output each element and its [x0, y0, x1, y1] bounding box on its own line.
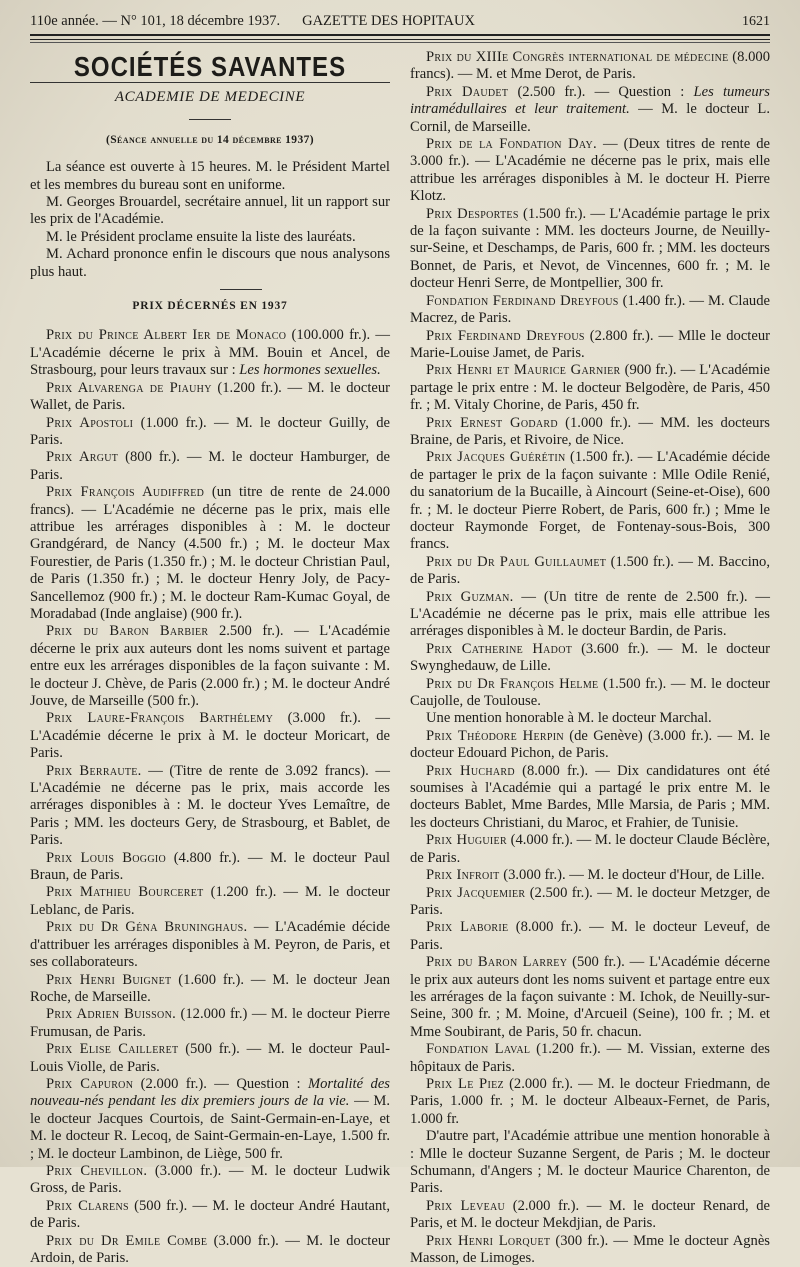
- prize-text: — L'Académie décide d'attribuer les arrérages disponibles à M. Peyron, de Paris, et ses collaborateurs.: [30, 919, 390, 971]
- prize-name: Prix Leveau: [426, 1197, 506, 1214]
- prize-name: Prix Alvarenga de Piauhy: [46, 379, 212, 396]
- prize-text: Une mention honorable à M. le docteur Marchal.: [426, 710, 712, 727]
- prize-entry: [30, 710, 390, 762]
- prize-text: (2.000 fr.). — Question :: [133, 1075, 308, 1092]
- prize-entry: [410, 362, 770, 414]
- prize-text: (2.500 fr.). — Question :: [508, 83, 694, 100]
- left-prize-list: [30, 327, 390, 1267]
- columns: [30, 49, 770, 1267]
- prize-name: Prix Apostoli: [46, 414, 134, 431]
- prize-entry: [30, 763, 390, 850]
- prize-entry: [30, 1041, 390, 1076]
- prize-entry: [30, 380, 390, 415]
- prize-text: (12.000 fr.) — M. le docteur Pierre Frumusan, de Paris.: [30, 1006, 391, 1040]
- header-issue: — N° 101, 18 décembre 1937.: [102, 13, 281, 29]
- short-divider-2: [220, 289, 262, 290]
- prize-entry: [410, 206, 770, 293]
- prize-entry: [30, 1076, 390, 1163]
- short-divider: [189, 119, 231, 120]
- prize-name: Prix Guzman.: [426, 588, 514, 605]
- prize-text: (1.500 fr.). — L'Académie décide de partager le prix de la façon suivante : Mlle Odile Renié, du sanatorium de la Bucaille, à Aincourt (Seine-et-Oise), 600 fr. ; M. le docteur Pierre Robert, de Paris, 600 fr.) ; Mme le docteur Raymonde Forget, de Fontenay-sous-Bois, 300 francs.: [410, 449, 770, 553]
- prize-text: (1.500 fr.). — M. Baccino, de Paris.: [410, 553, 770, 588]
- prize-entry: [410, 919, 770, 954]
- prize-name: Prix Infroit: [426, 867, 500, 884]
- prize-text-2: — M. le docteur Jacques Courtois, de Saint-Germain-en-Laye, et M. le docteur R. Lecoq, de Saint-Germain-en-Laye, 1.500 fr. ; M. le docteur Lambinon, de Liège, 500 fr.: [30, 1093, 390, 1162]
- header-journal: GAZETTE DES HOPITAUX: [302, 13, 475, 29]
- page-header: [30, 10, 770, 34]
- prize-text: (800 fr.). — M. le docteur Hamburger, de Paris.: [30, 449, 390, 483]
- prize-entry: [30, 884, 390, 919]
- prize-name: Prix Adrien Buisson.: [46, 1006, 177, 1023]
- prize-name: Prix Desportes: [426, 205, 519, 222]
- prize-text: (1.200 fr.). — M. le docteur Wallet, de Paris.: [30, 379, 391, 414]
- prize-text: (1.400 fr.). — M. Claude Macrez, de Paris.: [410, 292, 770, 327]
- prize-name: Prix Mathieu Bourceret: [46, 884, 204, 901]
- prize-text: (un titre de rente de 24.000 francs). — L'Académie ne décerne pas le prix, mais elle attribue les arrérages disponibles à : M. le docteur Grandgérard, de Nancy (4.500 fr.) ; M. le docteur Max Fourestier, de Paris (1.350 fr.) ; M. le docteur Christian Paul, de Paris (1.350 fr.) ; M. le docteur Henry Joly, de Pacy-Sancellemoz (900 fr.) ; M. le docteur Ram-Kumac Goyal, de Moradabad (Inde anglaise) (900 fr.).: [30, 484, 390, 622]
- prize-text: (2.000 fr.). — M. le docteur Friedmann, de Paris, 1.000 fr. ; M. le docteur Albeaux-Fernet, de Paris, 1.000 fr.: [410, 1075, 770, 1127]
- prize-title: Les tumeurs intramédullaires et leur traitement.: [410, 83, 770, 118]
- prize-text: (1.600 fr.). — M. le docteur Jean Roche, de Marseille.: [30, 971, 390, 1005]
- prize-title: Mortalité des nouveau-nés pendant les dix premiers jours de la vie.: [30, 1075, 390, 1110]
- prize-entry: [410, 415, 770, 450]
- prize-entry: [410, 1198, 770, 1233]
- prize-entry: [30, 1198, 390, 1233]
- prize-name: Prix du Baron Barbier: [46, 623, 209, 640]
- intro-paragraph: La séance est ouverte à 15 heures. M. le Président Martel et les membres du bureau sont en uniforme.: [30, 159, 390, 193]
- header-year: 110e année.: [30, 13, 99, 29]
- prize-name: Prix du Baron Larrey: [426, 954, 568, 971]
- prize-name: Prix Catherine Hadot: [426, 640, 573, 657]
- intro-paragraph: M. Georges Brouardel, secrétaire annuel, lit un rapport sur les prix de l'Académie.: [30, 194, 390, 228]
- prize-name: Prix Henri Buignet: [46, 971, 172, 988]
- prize-name: Prix Laborie: [426, 919, 509, 936]
- prize-text: — (Titre de rente de 3.092 francs). — L'Académie ne décerne pas le prix, mais accorde les arrérages disponibles à : M. le docteur Yves Lemaître, de Paris ; MM. les docteurs Gery, de Strasbourg, et Bablet, de Paris.: [30, 762, 390, 849]
- intro-paragraph: M. le Président proclame ensuite la liste des lauréats.: [46, 228, 356, 245]
- prize-entry: [410, 885, 770, 920]
- prize-text: (500 fr.). — M. le docteur André Hautant, de Paris.: [30, 1197, 390, 1232]
- prize-text: (1.200 fr.). — M. le docteur Leblanc, de Paris.: [30, 884, 390, 918]
- right-column: [410, 49, 770, 1267]
- right-prize-list: [410, 49, 770, 1267]
- intro-text: [30, 159, 390, 281]
- prize-name: Prix François Audiffred: [46, 484, 205, 501]
- prize-name: Prix Jacques Guérétin: [426, 449, 566, 466]
- prize-name: Prix Le Piez: [426, 1075, 504, 1092]
- prize-name: Prix Henri Lorquet: [426, 1232, 551, 1249]
- prize-entry: [410, 328, 770, 363]
- section-title: SOCIÉTÉS SAVANTES: [73, 51, 347, 83]
- prize-text: D'autre part, l'Académie attribue une mention honorable à : Mlle le docteur Suzanne Sergent, de Paris ; M. le docteur Schumann, d'Angers ; M. le docteur Maurice Charenton, de Paris.: [410, 1128, 770, 1197]
- prize-entry: [30, 850, 390, 885]
- prize-name: Prix Capuron: [46, 1075, 134, 1092]
- prize-name: Prix Henri et Maurice Garnier: [426, 362, 621, 379]
- prize-entry: [410, 84, 770, 136]
- prize-name: Prix Clarens: [46, 1197, 129, 1214]
- prize-text: (8.000 fr.). — M. le docteur Leveuf, de Paris.: [410, 919, 770, 953]
- prize-text: (3.000 fr.). — M. le docteur d'Hour, de Lille.: [499, 867, 765, 884]
- prize-name: Prix du Dr François Helme: [426, 675, 599, 692]
- prize-name: Prix Chevillon.: [46, 1162, 148, 1179]
- prize-name: Prix du Prince Albert Ier de Monaco: [46, 327, 287, 344]
- prize-text: (1.500 fr.). — M. le docteur Caujolle, de Toulouse.: [410, 675, 771, 710]
- academy-title: ACADEMIE DE MEDECINE: [114, 89, 306, 106]
- left-column: [30, 49, 390, 1267]
- prize-name: Fondation Laval: [426, 1041, 531, 1058]
- prize-name: Prix Jacquemier: [426, 884, 526, 901]
- prize-entry: [410, 832, 770, 867]
- prize-entry: [410, 1041, 770, 1076]
- prize-name: Prix Huguier: [426, 832, 507, 849]
- prize-name: Prix Daudet: [426, 83, 509, 100]
- prize-name: Prix Théodore Herpin: [426, 727, 564, 744]
- prize-entry: [410, 728, 770, 763]
- prize-entry: [30, 919, 390, 971]
- header-issue-line: [30, 13, 280, 30]
- prize-name: Prix Huchard: [426, 762, 515, 779]
- prize-text: 2.500 fr.). — L'Académie décerne le prix aux auteurs dont les noms suivent et partage entre eux les arrérages disponibles de la façon suivante : M. le docteur J. Chève, de Paris (2.000 fr.) ; M. le docteur André Jouve, de Marseille (500 fr.).: [30, 623, 390, 709]
- prize-name: Prix Argut: [46, 449, 119, 466]
- prize-text: (100.000 fr.). — L'Académie décerne le prix à MM. Bouin et Ancel, de Strasbourg, pour leurs travaux sur :: [30, 327, 390, 379]
- prize-text: — (Deux titres de rente de 3.000 fr.). — L'Académie ne décerne pas le prix, mais elle attribue les arrérages disponibles à M. le docteur H. Pierre Klotz.: [410, 136, 770, 205]
- intro-paragraph: M. Achard prononce enfin le discours que nous analysons plus haut.: [30, 246, 390, 280]
- prize-text: (1.200 fr.). — M. Vissian, externe des hôpitaux de Paris.: [410, 1041, 770, 1075]
- prize-text: (1.000 fr.). — MM. les docteurs Braine, de Paris, et Rivoire, de Nice.: [410, 414, 770, 448]
- prize-entry: [410, 641, 770, 676]
- prize-text: (500 fr.). — L'Académie décerne le prix aux auteurs dont les noms suivent et partage entre eux les arrérages de la façon suivante : M. Ichok, de Neuilly-sur-Seine, 300 fr. ; M. Moine, d'Arcueil (Seine), 100 fr. ; M. et Mme Soubirant, de Paris, 50 fr. chacun.: [410, 954, 770, 1040]
- prize-entry: [410, 136, 770, 206]
- prize-entry: [410, 1233, 770, 1267]
- prize-entry: [410, 49, 770, 84]
- prize-text: (8.000 francs). — M. et Mme Derot, de Paris.: [410, 49, 770, 83]
- prize-text: (1.000 fr.). — M. le docteur Guilly, de Paris.: [30, 414, 390, 448]
- prize-name: Prix Louis Boggio: [46, 849, 167, 866]
- prize-name: Prix Ernest Godard: [426, 414, 558, 431]
- prize-text: (500 fr.). — M. le docteur Paul-Louis Violle, de Paris.: [30, 1041, 390, 1075]
- header-rule: [30, 34, 770, 40]
- prize-name: Prix du Dr Géna Bruninghaus.: [46, 919, 248, 936]
- prize-text: (900 fr.). — L'Académie partage le prix entre : M. le docteur Belgodère, de Paris, 450 fr. ; M. Vitaly Chorine, de Paris, 450 fr.: [410, 362, 770, 414]
- prize-entry: [410, 589, 770, 641]
- prize-entry: [410, 710, 770, 727]
- prize-entry: [410, 293, 770, 328]
- prize-name: Prix du Dr Emile Combe: [46, 1232, 208, 1249]
- prize-text-2: — M. le docteur L. Cornil, de Marseille.: [410, 101, 770, 135]
- prize-text: (2.000 fr.). — M. le docteur Renard, de Paris, et M. le docteur Mekdjian, de Paris.: [410, 1197, 770, 1232]
- prize-name: Prix de la Fondation Day.: [426, 136, 597, 153]
- prize-entry: [410, 1076, 770, 1128]
- prize-name: Prix Ferdinand Dreyfous: [426, 327, 585, 344]
- prize-entry: [30, 327, 390, 379]
- prix-heading: PRIX DÉCERNÉS EN 1937: [132, 300, 288, 313]
- prize-entry: [410, 763, 770, 833]
- prize-entry: [410, 554, 770, 589]
- prize-entry: [410, 867, 770, 884]
- prize-text: (2.500 fr.). — M. le docteur Metzger, de Paris.: [410, 884, 770, 918]
- prize-entry: [30, 623, 390, 710]
- prize-entry: [30, 1233, 390, 1267]
- prize-entry: [410, 1128, 770, 1198]
- prize-name: Prix du Dr Paul Guillaumet: [426, 553, 607, 570]
- prize-text: (3.000 fr.). — M. le docteur Ludwik Gross, de Paris.: [30, 1162, 390, 1197]
- page-number: 1621: [742, 14, 770, 29]
- prize-entry: [30, 449, 390, 484]
- seance-heading: (Séance annuelle du 14 décembre 1937): [106, 133, 314, 146]
- prize-name: Fondation Ferdinand Dreyfous: [426, 292, 619, 309]
- prize-name: Prix Elise Cailleret: [46, 1041, 179, 1058]
- prize-entry: [30, 1163, 390, 1198]
- prize-text: — (Un titre de rente de 2.500 fr.). — L'Académie ne décerne pas le prix, mais elle attribue les arrérages disponibles à M. le docteur Bardin, de Paris.: [410, 588, 770, 640]
- prize-text: (3.000 fr.). — L'Académie décerne le prix à M. le docteur Moricart, de Paris.: [30, 710, 390, 762]
- prize-entry: [410, 449, 770, 553]
- header-rule-thin: [30, 42, 770, 43]
- prize-name: Prix du XIIIe Congrès international de médecine: [426, 49, 729, 65]
- prize-name: Prix Laure-François Barthélemy: [46, 710, 274, 727]
- prize-entry: [410, 954, 770, 1041]
- prize-text: (3.000 fr.). — M. le docteur Ardoin, de Paris.: [30, 1232, 390, 1266]
- prize-text: (3.600 fr.). — M. le docteur Swynghedauw, de Lille.: [410, 640, 770, 675]
- prize-text: (300 fr.). — Mme le docteur Agnès Masson, de Limoges.: [410, 1232, 770, 1267]
- prize-entry: [30, 415, 390, 450]
- prize-entry: [30, 1006, 390, 1041]
- prize-name: Prix Berraute.: [46, 762, 142, 779]
- prize-text: (4.800 fr.). — M. le docteur Paul Braun, de Paris.: [30, 849, 391, 884]
- prize-text: (1.500 fr.). — L'Académie partage le prix de la façon suivante : MM. les docteurs Journe, de Neuilly-sur-Seine, et Deschamps, de Paris, 600 fr. ; MM. les docteurs Bonnet, de Paris, et Nevot, de Vincennes, 600 fr. ; M. le docteur Henri Serre, de Montpellier, 300 fr.: [410, 205, 770, 292]
- prize-text: (8.000 fr.). — Dix candidatures ont été soumises à l'Académie qui a partagé le prix entre M. le docteurs Bablet, Mme Bardes, Mlle Marsia, de Paris ; MM. les docteurs Christiani, du Maroc, et Frahier, de Tunisie.: [410, 762, 770, 831]
- prize-title: Les hormones sexuelles.: [239, 362, 381, 379]
- prize-entry: [410, 676, 770, 711]
- prize-text: (4.000 fr.). — M. le docteur Claude Béclère, de Paris.: [410, 832, 770, 866]
- prize-text: (2.800 fr.). — Mlle le docteur Marie-Louise Jamet, de Paris.: [410, 327, 770, 361]
- prize-entry: [30, 972, 390, 1007]
- prize-entry: [30, 484, 390, 623]
- prize-text: (de Genève) (3.000 fr.). — M. le docteur Edouard Pichon, de Paris.: [410, 727, 770, 762]
